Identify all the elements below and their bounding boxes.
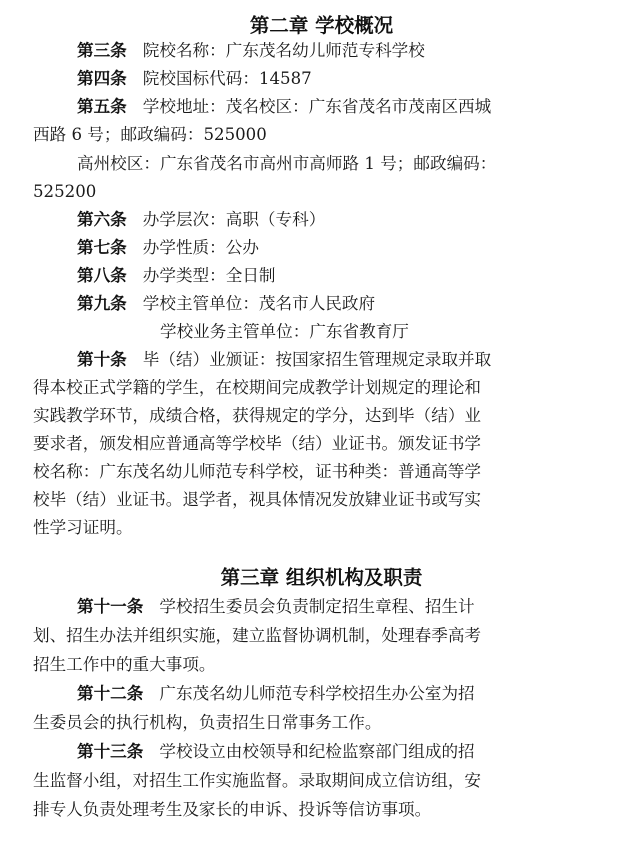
article-6-text: 办学层次：高职（专科） — [142, 210, 326, 229]
article-10-text-line: 得本校正式学籍的学生，在校期间完成教学计划规定的理论和 — [33, 378, 482, 397]
article-4 — [77, 66, 312, 92]
article-9-text-line: 学校业务主管单位：广东省教育厅 — [160, 322, 409, 341]
article-12 — [77, 681, 475, 707]
article-10-number: 第十条 — [77, 350, 127, 369]
article-10 — [77, 347, 491, 373]
article-9-number: 第九条 — [77, 294, 127, 313]
article-12-text-line: 广东茂名幼儿师范专科学校招生办公室为招 — [159, 684, 475, 703]
article-6 — [77, 207, 325, 233]
article-3 — [77, 38, 425, 64]
article-11-text-line: 招生工作中的重大事项。 — [33, 655, 216, 674]
chapter-3-title: 第三章 组织机构及职责 — [220, 566, 423, 589]
article-10-text-line: 性学习证明。 — [33, 518, 133, 537]
article-11 — [77, 594, 475, 620]
article-5-number: 第五条 — [77, 97, 127, 116]
article-5-text-line: 525200 — [33, 182, 97, 201]
article-10-text-line: 校名称：广东茂名幼儿师范专科学校，证书种类：普通高等学 — [33, 462, 482, 481]
article-10-text-line: 校毕（结）业证书。退学者，视具体情况发放肄业证书或写实 — [33, 490, 482, 509]
article-3-number: 第三条 — [77, 41, 127, 60]
article-13 — [77, 739, 475, 765]
article-4-number: 第四条 — [77, 69, 127, 88]
article-8 — [77, 263, 276, 289]
article-10-text-line: 要求者，颁发相应普通高等学校毕（结）业证书。颁发证书学 — [33, 434, 482, 453]
article-13-number: 第十三条 — [77, 742, 144, 761]
article-10-text-line: 实践教学环节，成绩合格，获得规定的学分，达到毕（结）业 — [33, 406, 482, 425]
article-8-number: 第八条 — [77, 266, 127, 285]
article-6-number: 第六条 — [77, 210, 127, 229]
article-7-number: 第七条 — [77, 238, 127, 257]
article-7 — [77, 235, 259, 261]
article-11-text-line: 学校招生委员会负责制定招生章程、招生计 — [159, 597, 475, 616]
article-5-text-line: 学校地址：茂名校区：广东省茂名市茂南区西城 — [142, 97, 492, 116]
article-12-text-line: 生委员会的执行机构，负责招生日常事务工作。 — [33, 713, 382, 732]
article-13-text-line: 学校设立由校领导和纪检监察部门组成的招 — [159, 742, 475, 761]
article-5-text-line: 高州校区：广东省茂名市高州市高师路 1 号；邮政编码： — [77, 154, 497, 173]
article-9 — [77, 291, 375, 317]
article-8-text: 办学类型：全日制 — [142, 266, 276, 285]
article-13-text-line: 排专人负责处理考生及家长的申诉、投诉等信访事项。 — [33, 800, 432, 819]
chapter-2-title: 第二章 学校概况 — [249, 14, 394, 37]
article-3-text: 院校名称：广东茂名幼儿师范专科学校 — [142, 41, 425, 60]
article-5 — [77, 94, 491, 120]
article-9-text-line: 学校主管单位：茂名市人民政府 — [142, 294, 376, 313]
article-4-text: 院校国标代码：14587 — [142, 69, 312, 88]
article-13-text-line: 生监督小组，对招生工作实施监督。录取期间成立信访组，安 — [33, 771, 482, 790]
article-5-text-line: 西路 6 号；邮政编码：525000 — [33, 125, 267, 144]
article-11-number: 第十一条 — [77, 597, 144, 616]
article-7-text: 办学性质：公办 — [142, 238, 259, 257]
article-11-text-line: 划、招生办法并组织实施，建立监督协调机制，处理春季高考 — [33, 626, 482, 645]
article-10-text-line: 毕（结）业颁证：按国家招生管理规定录取并取 — [142, 350, 492, 369]
article-12-number: 第十二条 — [77, 684, 144, 703]
